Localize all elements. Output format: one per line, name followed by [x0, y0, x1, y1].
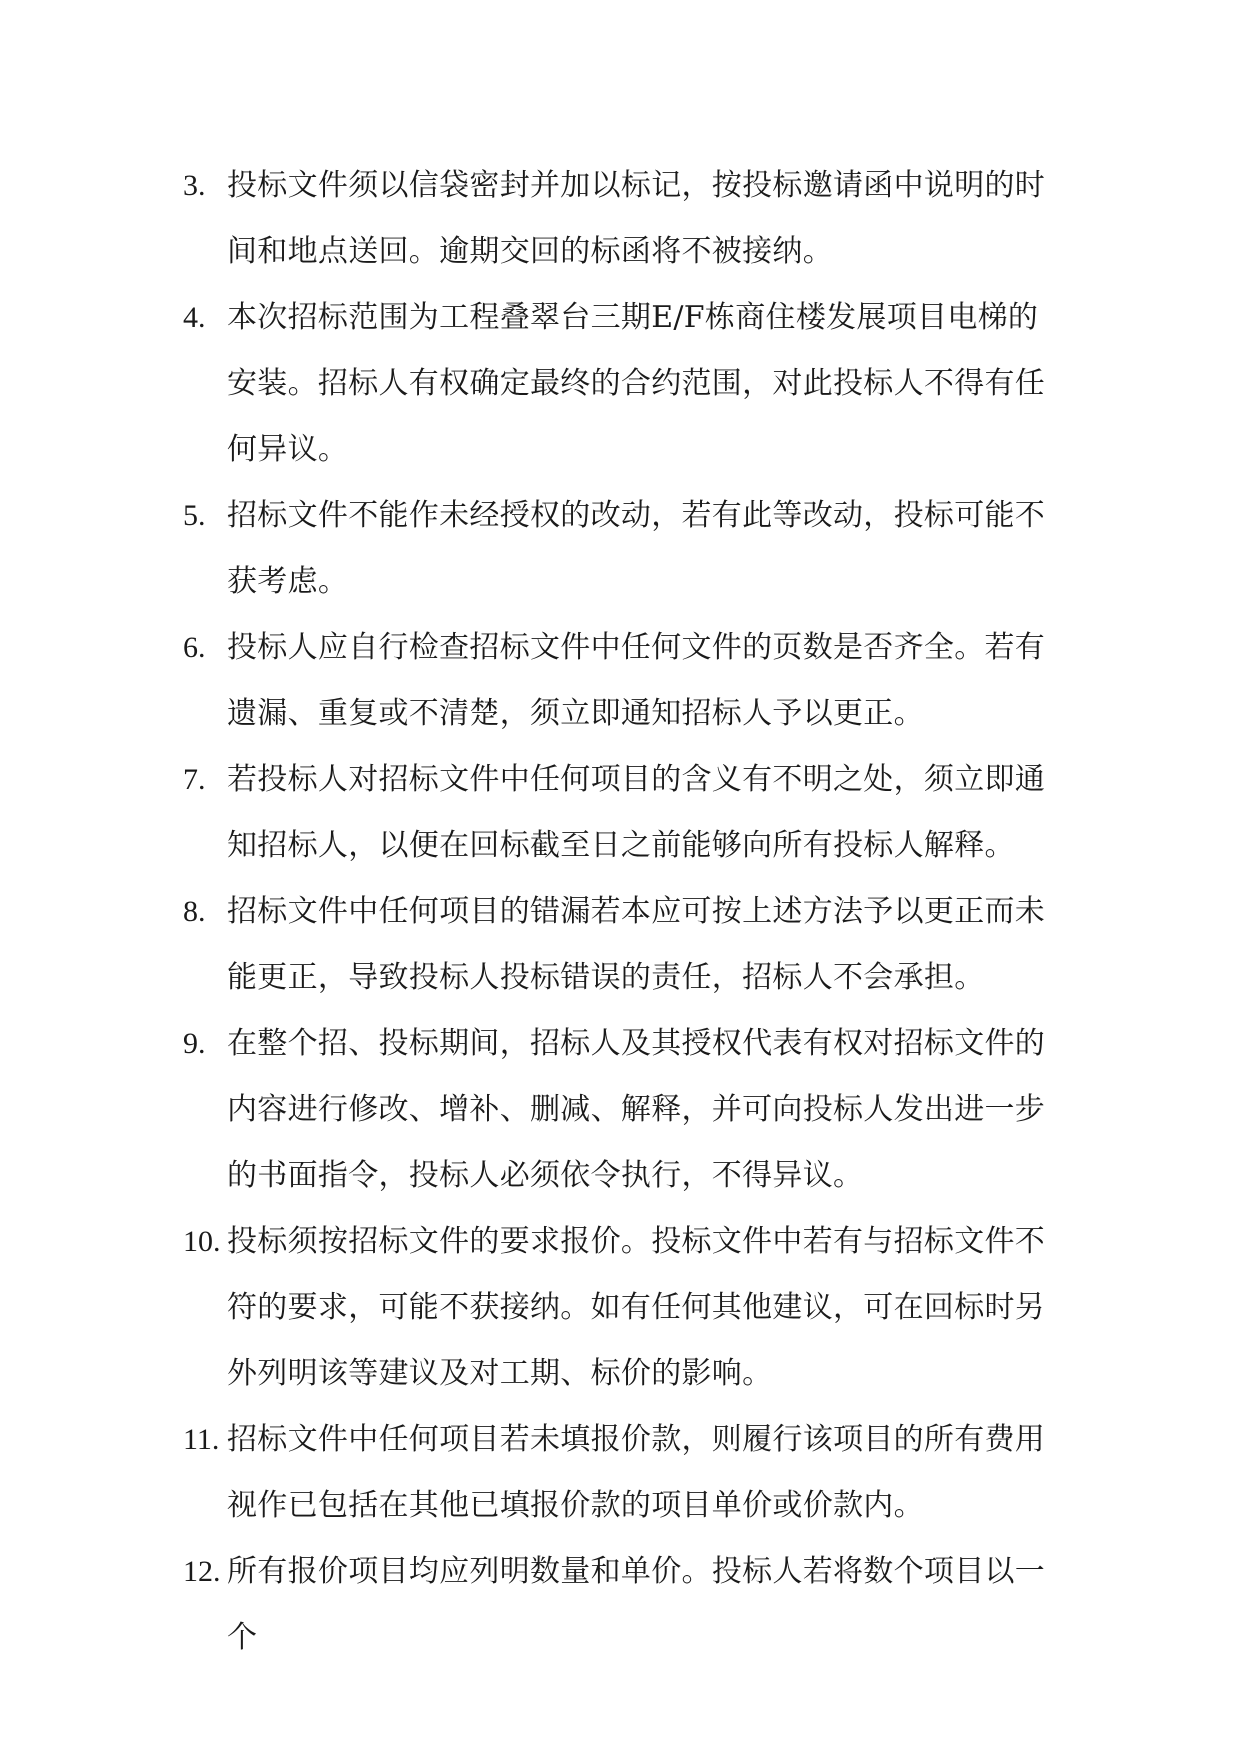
- clause-number: 9.: [183, 1027, 206, 1060]
- clause-text: 招标文件中任何项目的错漏若本应可按上述方法予以更正而未能更正，导致投标人投标错误的责任，招标人不会承担。: [227, 894, 1046, 995]
- clause-text: 在整个招、投标期间，招标人及其授权代表有权对招标文件的内容进行修改、增补、删减、解释，并可向投标人发出进一步的书面指令，投标人必须依令执行，不得异议。: [227, 1026, 1046, 1193]
- clause-number: 3.: [183, 169, 206, 202]
- clause-item-8: [183, 879, 1053, 1011]
- clause-number: 4.: [183, 301, 206, 334]
- clause-text: 所有报价项目均应列明数量和单价。投标人若将数个项目以一个: [227, 1554, 1046, 1655]
- clause-item-5: [183, 483, 1053, 615]
- clause-text: 本次招标范围为工程叠翠台三期E/F栋商住楼发展项目电梯的安装。招标人有权确定最终的合约范围，对此投标人不得有任何异议。: [227, 300, 1046, 467]
- clause-text: 投标须按招标文件的要求报价。投标文件中若有与招标文件不符的要求，可能不获接纳。如有任何其他建议，可在回标时另外列明该等建议及对工期、标价的影响。: [227, 1224, 1046, 1391]
- clause-number: 5.: [183, 499, 206, 532]
- clause-number: 10.: [183, 1225, 221, 1258]
- clause-item-12: [183, 1539, 1053, 1671]
- clause-item-9: [183, 1011, 1053, 1209]
- clause-item-3: [183, 153, 1053, 285]
- clause-item-10: [183, 1209, 1053, 1407]
- clause-text: 若投标人对招标文件中任何项目的含义有不明之处，须立即通知招标人，以便在回标截至日之前能够向所有投标人解释。: [227, 762, 1046, 863]
- clause-item-6: [183, 615, 1053, 747]
- clause-text: 招标文件不能作未经授权的改动，若有此等改动，投标可能不获考虑。: [227, 498, 1046, 599]
- clause-number: 7.: [183, 763, 206, 796]
- clause-text: 招标文件中任何项目若未填报价款，则履行该项目的所有费用视作已包括在其他已填报价款的项目单价或价款内。: [227, 1422, 1046, 1523]
- clause-item-7: [183, 747, 1053, 879]
- clause-number: 6.: [183, 631, 206, 664]
- clause-text: 投标人应自行检查招标文件中任何文件的页数是否齐全。若有遗漏、重复或不清楚，须立即通知招标人予以更正。: [227, 630, 1046, 731]
- clause-item-11: [183, 1407, 1053, 1539]
- clause-item-4: [183, 285, 1053, 483]
- clause-number: 8.: [183, 895, 206, 928]
- clause-number: 12.: [183, 1555, 221, 1588]
- clause-text: 投标文件须以信袋密封并加以标记，按投标邀请函中说明的时间和地点送回。逾期交回的标函将不被接纳。: [227, 168, 1046, 269]
- clause-number: 11.: [183, 1423, 220, 1456]
- clause-list: [183, 153, 1053, 1671]
